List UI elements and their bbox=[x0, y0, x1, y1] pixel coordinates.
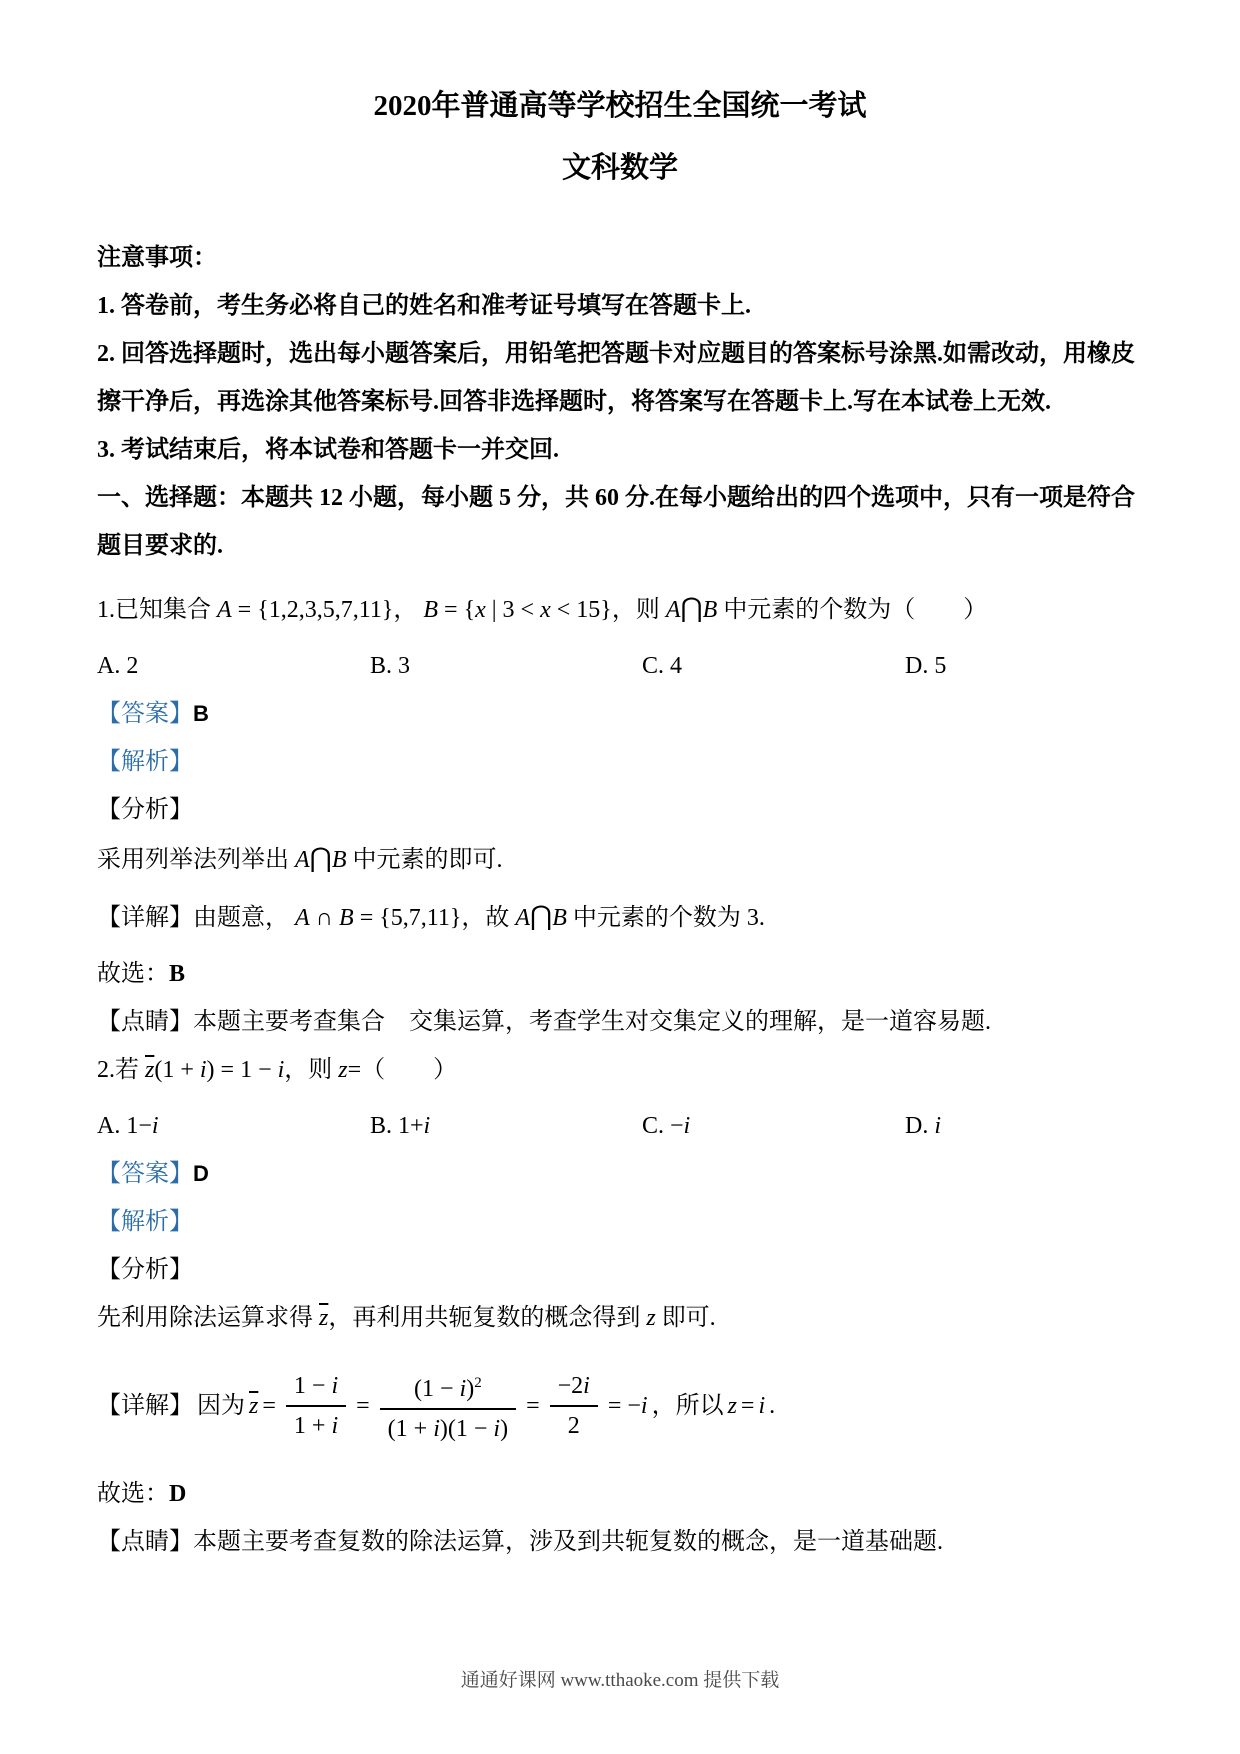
q1-setA-var: A bbox=[217, 597, 232, 623]
q2-eq-paren: =（ ） bbox=[347, 1057, 458, 1083]
q1-detail-B: B bbox=[339, 905, 354, 931]
q2-tip-text: 本题主要考查复数的除法运算，涉及到共轭复数的概念，是一道基础题. bbox=[193, 1529, 943, 1555]
q1-tip-line bbox=[97, 998, 1143, 1046]
document-content bbox=[97, 0, 1143, 1566]
q1-setB-x1: x bbox=[475, 597, 486, 623]
q1-answer-value: B bbox=[193, 701, 209, 726]
section-heading: 一、选择题：本题共 12 小题，每小题 5 分，共 60 分.在每小题给出的四个选项中，只有一项是符合题目要求的. bbox=[97, 485, 1135, 559]
equation-zbar: $\overline{z}$ bbox=[249, 1393, 259, 1419]
q1-option-b: B. 3 bbox=[370, 653, 411, 679]
q1-setB-open: = { bbox=[438, 597, 476, 623]
q2-i2: i bbox=[277, 1057, 285, 1083]
q1-option-a: A. 2 bbox=[97, 653, 139, 679]
dianjing-label: 【点睛】 bbox=[97, 1009, 193, 1035]
q2-analysis-z: z bbox=[646, 1305, 656, 1331]
q2-tip-line bbox=[97, 1518, 1143, 1566]
answer-label: 【答案】 bbox=[97, 1161, 193, 1187]
q1-detail bbox=[97, 892, 1143, 942]
document-subtitle: 文科数学 bbox=[561, 152, 678, 184]
q1-option-d: D. 5 bbox=[905, 653, 947, 679]
q1-detail-B2: B bbox=[552, 905, 567, 931]
jiexi-label: 【解析】 bbox=[97, 1209, 193, 1235]
fraction-1: $\frac{1 - i}{1 + i}$ bbox=[286, 1371, 346, 1441]
q1-option-c: C. 4 bbox=[642, 653, 683, 679]
q2-detail-conn: ，所以 bbox=[651, 1393, 724, 1419]
q1-detail-A: A bbox=[295, 905, 310, 931]
q2-lead: 2.若 bbox=[97, 1057, 139, 1083]
q2-options bbox=[97, 1102, 1143, 1150]
q1-analysis-B: B bbox=[331, 847, 347, 873]
q1-choose-line bbox=[97, 950, 1143, 998]
q1-inter-B: B bbox=[702, 597, 718, 623]
intersection-symbol: ⋂ bbox=[680, 593, 703, 623]
q2-analysis-post: 即可. bbox=[661, 1305, 716, 1331]
q2-choose-line bbox=[97, 1470, 1143, 1518]
q2-option-b: B. 1+i bbox=[370, 1113, 431, 1139]
dianjing-label: 【点睛】 bbox=[97, 1529, 193, 1555]
q1-tail: 中元素的个数为（ ） bbox=[723, 597, 988, 623]
q1-inter-A: A bbox=[665, 597, 681, 623]
equals-sign: = bbox=[262, 1393, 276, 1419]
q1-setA-elements: = {1,2,3,5,7,11} bbox=[231, 597, 394, 623]
q2-answer-line bbox=[97, 1150, 1143, 1198]
q1-options bbox=[97, 642, 1143, 690]
fenxi-label: 【分析】 bbox=[97, 1257, 193, 1283]
q2-detail-pre: 因为 bbox=[197, 1393, 245, 1419]
q1-setB-close: < 15} bbox=[550, 597, 612, 623]
xiangjie-label: 【详解】 bbox=[97, 1393, 193, 1419]
q2-option-c: C. −i bbox=[642, 1113, 691, 1139]
q2-answer-value: D bbox=[193, 1161, 209, 1186]
q1-stem bbox=[97, 584, 1143, 634]
q1-analysis-A: A bbox=[295, 847, 310, 873]
q1-tip-text: 本题主要考查集合 交集运算，考查学生对交集定义的理解，是一道容易题. bbox=[193, 1009, 991, 1035]
equals-sign: = bbox=[526, 1393, 540, 1419]
q1-fenxi-line bbox=[97, 786, 1143, 834]
q2-detail-equation bbox=[97, 1360, 1143, 1452]
notice-item-1: 1. 答卷前，考生务必将自己的姓名和准考证号填写在答题卡上. bbox=[97, 293, 751, 319]
q2-i1: i bbox=[199, 1057, 207, 1083]
q2-then: ，则 bbox=[284, 1057, 333, 1083]
q1-setB-x2: x bbox=[540, 597, 551, 623]
q2-analysis bbox=[97, 1294, 1143, 1342]
q2-analysis-zbar: $\overline{z}$ bbox=[319, 1305, 329, 1331]
q1-jiexi-line bbox=[97, 738, 1143, 786]
q2-stem bbox=[97, 1046, 1143, 1094]
q2-choose-text: 故选： bbox=[97, 1481, 169, 1507]
equals-sign: = bbox=[356, 1393, 370, 1419]
q1-choose-text: 故选： bbox=[97, 961, 169, 987]
q2-fenxi-line bbox=[97, 1246, 1143, 1294]
page-footer: 通通好课网 www.tthaoke.com 提供下载 bbox=[460, 1670, 780, 1691]
notice-item-2: 2. 回答选择题时，选出每小题答案后，用铅笔把答题卡对应题目的答案标号涂黑.如需改动，用橡皮擦干净后，再选涂其他答案标号.回答非选择题时，将答案写在答题卡上.写在本试卷上无效. bbox=[97, 341, 1135, 415]
intersection-symbol: ∩ bbox=[315, 905, 334, 931]
q2-choose-letter: D bbox=[169, 1481, 187, 1507]
q1-mid: ，则 bbox=[611, 597, 660, 623]
q2-analysis-pre: 先利用除法运算求得 bbox=[97, 1305, 313, 1331]
q2-final-dot: . bbox=[769, 1393, 776, 1419]
q1-answer-line bbox=[97, 690, 1143, 738]
intersection-symbol: ⋂ bbox=[309, 843, 332, 873]
q1-detail-mid: ，故 bbox=[461, 905, 510, 931]
q2-final-eq: = bbox=[740, 1393, 755, 1419]
q1-analysis-pre: 采用列举法列举出 bbox=[97, 847, 289, 873]
q1-lead: 1.已知集合 bbox=[97, 597, 211, 623]
q1-comma: ， bbox=[393, 597, 418, 623]
intersection-symbol: ⋂ bbox=[530, 901, 553, 931]
q2-zbar: $\overline{z}$ bbox=[145, 1057, 155, 1083]
q1-analysis-post: 中元素的即可. bbox=[352, 847, 503, 873]
q2-final-z: z bbox=[727, 1393, 737, 1419]
notice-heading: 注意事项： bbox=[97, 245, 217, 271]
q2-m1: (1 + bbox=[154, 1057, 200, 1083]
fraction-3: $\frac{-2i}{2}$ bbox=[550, 1371, 598, 1441]
jiexi-label: 【解析】 bbox=[97, 749, 193, 775]
q2-m2: ) = 1 − bbox=[206, 1057, 278, 1083]
notice-item-3: 3. 考试结束后，将本试卷和答题卡一并交回. bbox=[97, 437, 559, 463]
q2-jiexi-line bbox=[97, 1198, 1143, 1246]
q2-z: z bbox=[338, 1057, 348, 1083]
q1-setB-cond: | 3 < bbox=[485, 597, 541, 623]
q2-option-d: D. i bbox=[905, 1113, 942, 1139]
fraction-2: $\frac{(1 - i)^2}{(1 + i)(1 - i)}$ bbox=[380, 1368, 516, 1444]
q1-detail-pre: 由题意， bbox=[193, 905, 289, 931]
document-title: 2020年普通高等学校招生全国统一考试 bbox=[373, 90, 867, 122]
q2-option-a: A. 1−i bbox=[97, 1113, 159, 1139]
q1-detail-eq: = {5,7,11} bbox=[353, 905, 462, 931]
q1-detail-post: 中元素的个数为 3. bbox=[572, 905, 765, 931]
q1-setB-var: B bbox=[423, 597, 439, 623]
q1-analysis bbox=[97, 834, 1143, 884]
q1-choose-letter: B bbox=[169, 961, 186, 987]
xiangjie-label: 【详解】 bbox=[97, 905, 193, 931]
answer-label: 【答案】 bbox=[97, 701, 193, 727]
equation-result: = −i bbox=[607, 1393, 648, 1419]
q2-analysis-mid: ，再利用共轭复数的概念得到 bbox=[328, 1305, 641, 1331]
q2-final-i: i bbox=[758, 1393, 766, 1419]
q1-detail-A2: A bbox=[515, 905, 531, 931]
fenxi-label: 【分析】 bbox=[97, 797, 193, 823]
